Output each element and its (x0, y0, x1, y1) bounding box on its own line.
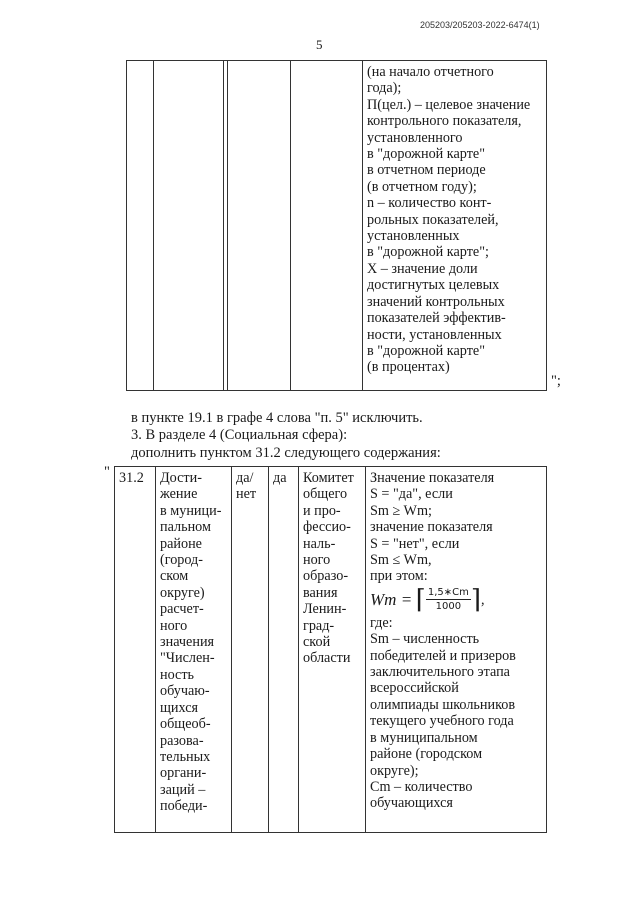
indicator-name-line: Дости- (160, 470, 202, 486)
text-line: года); (367, 80, 402, 97)
formula-text-line: значение показателя (370, 519, 493, 536)
text-line: в "дорожной карте"; (367, 244, 489, 261)
committee-line: Комитет (303, 470, 354, 486)
formula-text-line: Sm – численность (370, 631, 480, 648)
indicator-name-line: "Числен- (160, 650, 215, 667)
text-line: ности, установленных (367, 326, 502, 343)
value-type-line: да/ (236, 470, 254, 486)
formula-text-line: Значение показателя (370, 470, 495, 486)
indicator-name-line: расчет- (160, 601, 204, 618)
text-line: установленного (367, 129, 463, 146)
text-line: Х – значение доли (367, 260, 478, 277)
ceiling-bracket-right: ⌉ (470, 584, 482, 615)
paragraph-add-item: дополнить пунктом 31.2 следующего содержания: (131, 445, 441, 461)
committee-line: ской (303, 634, 331, 651)
committee-line: области (303, 650, 351, 667)
item-number-cell: 31.2 (115, 467, 156, 833)
calculation-cell (366, 467, 547, 833)
value-type-line: нет (236, 486, 257, 503)
committee-line: Ленин- (303, 601, 347, 618)
indicator-name-line: округе) (160, 584, 205, 601)
indicator-name-line: победи- (160, 798, 208, 815)
indicator-name-line: ском (160, 568, 189, 585)
formula-text-line: всероссийской (370, 680, 459, 697)
formula-text-line: в муниципальном (370, 729, 478, 746)
formula-fraction: $\frac{1,5∗Cm}{1000}$ (427, 587, 469, 613)
empty-cell (127, 61, 154, 391)
formula-text-line: S = "нет", если (370, 535, 460, 552)
responsible-committee-cell (299, 467, 366, 833)
text-line: рольных показателей, (367, 211, 499, 228)
text-line: П(цел.) – целевое значение (367, 96, 531, 113)
text-line: показателей эффектив- (367, 310, 506, 327)
formula-text-line: S = "да", если (370, 486, 453, 503)
text-line: (на начало отчетного (367, 64, 494, 80)
page-number: 5 (316, 37, 323, 52)
value-type-cell (232, 467, 269, 833)
indicator-name-line: ность (160, 666, 195, 683)
wm-formula: Wm = ⌈ $\frac{1,5∗Cm}{1000}$ ⌉, (370, 584, 485, 615)
formula-text-line: победителей и призеров (370, 647, 516, 664)
formula-text-line: заключительного этапа (370, 664, 510, 681)
indicator-name-line: значения (160, 634, 215, 651)
formula-description-cell (363, 61, 547, 391)
formula-text-line: обучающихся (370, 795, 453, 812)
text-line: достигнутых целевых (367, 277, 500, 294)
formula-text-line: где: (370, 614, 393, 631)
indicator-name-line: пальном (160, 519, 211, 536)
text-line: (в процентах) (367, 359, 450, 376)
document-id: 205203/205203-2022-6474(1) (420, 20, 540, 30)
indicator-name-line: органи- (160, 765, 207, 782)
value-cell: да (269, 467, 299, 833)
formula-text-line: при этом: (370, 568, 428, 585)
indicator-name-line: обучаю- (160, 683, 210, 700)
formula-text-line: округе); (370, 762, 419, 779)
paragraph-delete-instruction: в пункте 19.1 в графе 4 слова "п. 5" исключить. (131, 410, 423, 426)
closing-quote: "; (551, 373, 561, 389)
formula-text-line: Sm ≥ Wm; (370, 502, 432, 519)
empty-cell (228, 61, 291, 391)
formula-text-line: районе (городском (370, 746, 483, 763)
indicator-name-line: в муници- (160, 502, 222, 519)
formula-text-line: Sm ≤ Wm, (370, 552, 432, 569)
indicator-name-line: общеоб- (160, 716, 211, 733)
formula-text-line: Сm – количество (370, 778, 473, 795)
text-line: контрольного показателя, (367, 113, 522, 130)
text-line: n – количество конт- (367, 195, 492, 212)
formula-text-line: олимпиады школьников (370, 696, 516, 713)
ceiling-bracket-left: ⌈ (415, 584, 426, 615)
committee-line: вания (303, 584, 338, 601)
opening-quote: " (104, 464, 110, 480)
committee-line: и про- (303, 502, 341, 519)
indicator-name-line: жение (160, 486, 198, 503)
committee-line: образо- (303, 568, 349, 585)
committee-line: общего (303, 486, 348, 503)
empty-cell (291, 61, 363, 391)
text-line: значений контрольных (367, 293, 505, 310)
formula-text-line: текущего учебного года (370, 713, 514, 730)
text-line: (в отчетном году); (367, 178, 477, 195)
text-line: в "дорожной карте" (367, 342, 485, 359)
indicator-name-cell (156, 467, 232, 833)
indicator-name-line: щихся (160, 699, 199, 716)
indicator-name-line: ного (160, 617, 188, 634)
committee-line: наль- (303, 535, 336, 552)
table-item-31-2 (114, 466, 547, 833)
committee-line: фессио- (303, 519, 351, 536)
committee-line: град- (303, 617, 335, 634)
indicator-name-line: разова- (160, 732, 204, 749)
text-line: в "дорожной карте" (367, 146, 485, 163)
indicator-name-line: заций – (160, 781, 206, 798)
indicator-name-line: (город- (160, 552, 204, 569)
empty-cell (154, 61, 224, 391)
table-continuation (126, 60, 547, 391)
indicator-name-line: районе (160, 535, 202, 552)
paragraph-section-4: 3. В разделе 4 (Социальная сфера): (131, 427, 348, 443)
text-line: установленных (367, 228, 460, 245)
indicator-name-line: тельных (160, 748, 211, 765)
text-line: в отчетном периоде (367, 162, 486, 179)
committee-line: ного (303, 552, 331, 569)
